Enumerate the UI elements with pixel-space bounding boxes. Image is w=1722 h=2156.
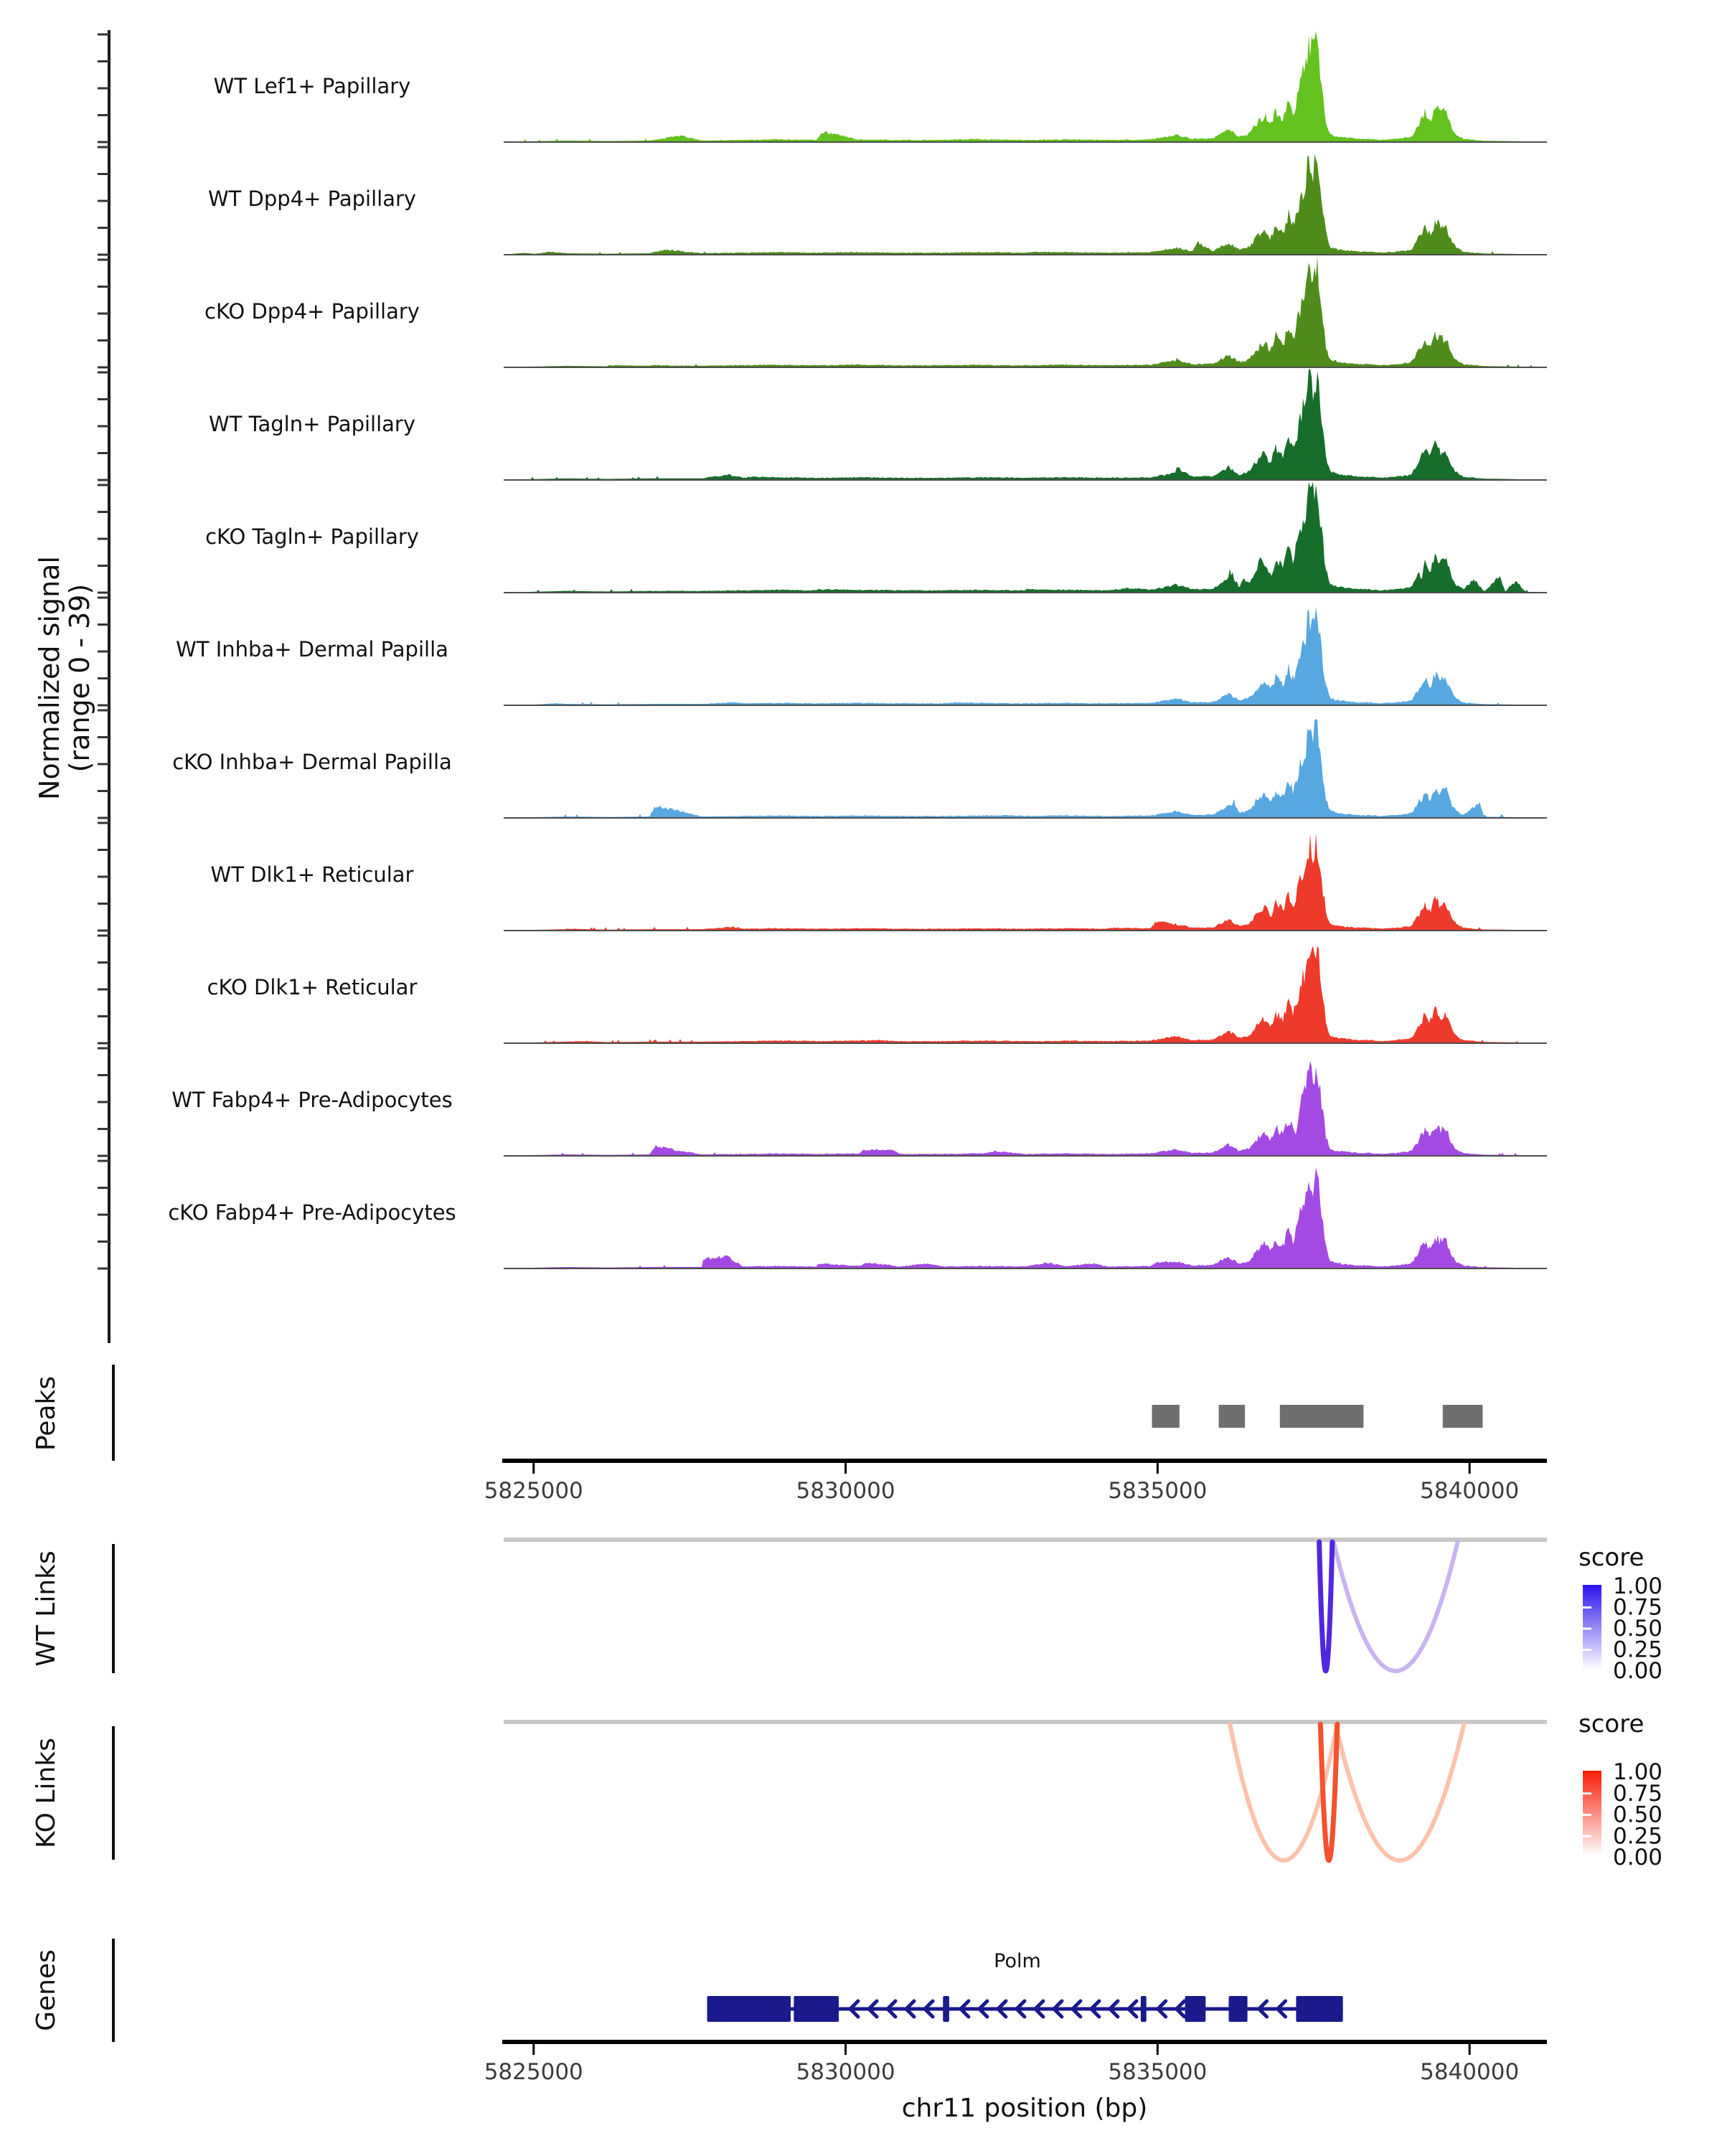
score-legend-value: 0.75: [1613, 1594, 1663, 1621]
signal-area-11: [504, 1167, 1547, 1268]
track-label-10: WT Fabp4+ Pre-Adipocytes: [171, 1088, 453, 1112]
gene-exon-3: [943, 1996, 949, 2022]
signal-area-6: [504, 607, 1547, 705]
axis-tick-label: 5835000: [1108, 2059, 1208, 2085]
ko-links-section-label: KO Links: [32, 1738, 61, 1848]
y-axis-label-line2: (range 0 - 39): [64, 583, 95, 773]
score-legend-value: 0.50: [1613, 1616, 1663, 1642]
signal-area-8: [504, 832, 1547, 931]
genomic-axis-lower: [484, 2042, 1547, 2085]
signal-tracks-group: [168, 32, 1547, 1269]
track-label-3: cKO Dpp4+ Papillary: [204, 299, 420, 324]
signal-area-10: [504, 1060, 1547, 1156]
gene-exon-1: [707, 1996, 791, 2022]
wt-links-arcs: [1319, 1542, 1458, 1671]
gene-exon-4: [1141, 1996, 1147, 2022]
ko-score-legend-title: score: [1578, 1710, 1645, 1738]
peaks-section-label: Peaks: [32, 1375, 61, 1451]
peaks-track: [1152, 1405, 1483, 1428]
signal-area-4: [504, 369, 1547, 481]
track-label-1: WT Lef1+ Papillary: [213, 74, 411, 98]
axis-tick-label: 5840000: [1420, 2059, 1520, 2085]
axis-tick-label: 5825000: [484, 2059, 583, 2085]
gene-exon-5: [1185, 1996, 1206, 2022]
axis-tick-label: 5825000: [484, 1478, 583, 1504]
track-label-5: cKO Tagln+ Papillary: [205, 524, 419, 549]
wt-link-arc-2: [1319, 1542, 1332, 1671]
track-label-2: WT Dpp4+ Papillary: [207, 187, 417, 211]
track-label-11: cKO Fabp4+ Pre-Adipocytes: [168, 1200, 456, 1225]
track-label-7: cKO Inhba+ Dermal Papilla: [172, 750, 452, 774]
gene-exon-7: [1296, 1996, 1342, 2022]
track-label-4: WT Tagln+ Papillary: [208, 412, 416, 436]
signal-area-9: [504, 946, 1547, 1043]
peak-interval-1: [1152, 1405, 1180, 1428]
x-axis-title: chr11 position (bp): [901, 2094, 1148, 2123]
peak-interval-3: [1280, 1405, 1364, 1428]
gene-model: [707, 1996, 1342, 2022]
ko-links-arcs: [1230, 1724, 1464, 1860]
score-legend-value: 1.00: [1613, 1759, 1663, 1785]
wt-score-legend-title: score: [1578, 1543, 1645, 1572]
signal-area-5: [504, 482, 1547, 593]
signal-y-axis-ticks: [98, 34, 109, 1268]
track-label-6: WT Inhba+ Dermal Papilla: [176, 637, 448, 662]
wt-link-arc-1: [1334, 1542, 1458, 1671]
score-legend-value: 0.25: [1613, 1823, 1663, 1850]
score-legend-value: 1.00: [1613, 1573, 1663, 1599]
score-legend-value: 0.00: [1613, 1658, 1663, 1684]
axis-tick-label: 5830000: [796, 2059, 895, 2085]
y-axis-label-line1: Normalized signal: [34, 556, 65, 800]
peak-interval-4: [1443, 1405, 1483, 1428]
wt-links-section-label: WT Links: [32, 1550, 61, 1667]
ko-score-legend-labels: [1613, 1759, 1662, 1870]
signal-area-7: [504, 719, 1547, 818]
axis-tick-label: 5840000: [1420, 1478, 1520, 1504]
axis-tick-label: 5835000: [1108, 1478, 1208, 1504]
ko-link-arc-2: [1335, 1724, 1464, 1860]
ko-score-colorbar: [1583, 1771, 1601, 1856]
signal-area-3: [504, 257, 1547, 368]
gene-exon-6: [1228, 1996, 1247, 2022]
score-legend-value: 0.50: [1613, 1802, 1663, 1828]
axis-tick-label: 5830000: [796, 1478, 895, 1504]
peak-interval-2: [1219, 1405, 1246, 1428]
gene-name-label: Polm: [994, 1950, 1041, 1972]
score-legend-value: 0.00: [1613, 1845, 1663, 1870]
score-legend-value: 0.25: [1613, 1637, 1663, 1663]
genes-section-label: Genes: [32, 1949, 61, 2031]
genomic-axis-upper: [484, 1461, 1547, 1504]
wt-score-legend-labels: [1613, 1573, 1662, 1684]
wt-score-colorbar: [1583, 1585, 1601, 1670]
ko-link-arc-3: [1320, 1724, 1337, 1860]
track-label-9: cKO Dlk1+ Reticular: [207, 975, 418, 999]
signal-area-1: [504, 32, 1547, 143]
score-legend-value: 0.75: [1613, 1780, 1663, 1807]
track-label-8: WT Dlk1+ Reticular: [210, 862, 414, 887]
signal-area-2: [504, 154, 1547, 255]
gene-exon-2: [794, 1996, 839, 2022]
